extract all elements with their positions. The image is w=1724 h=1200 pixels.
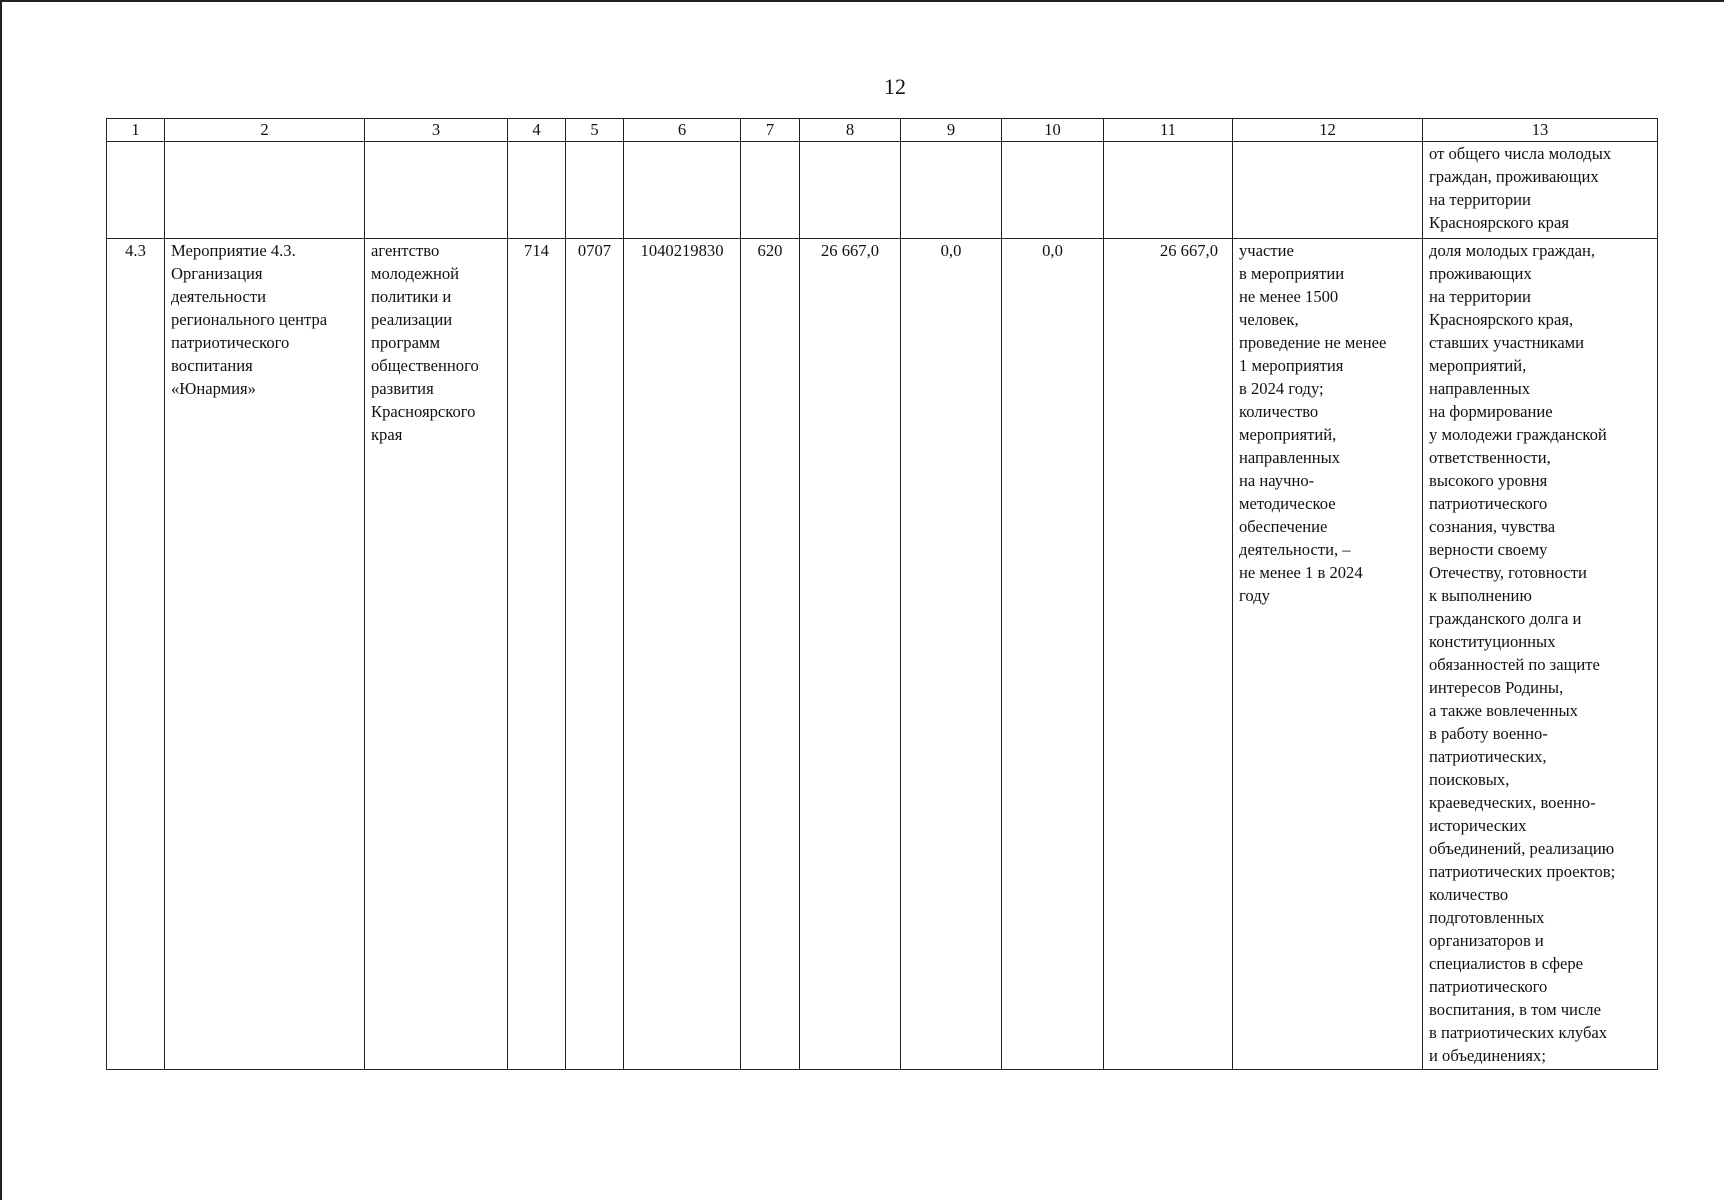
header-col-3: 3 bbox=[365, 119, 508, 142]
cont-cell-2 bbox=[165, 142, 365, 239]
text-line: граждан, проживающих bbox=[1429, 167, 1599, 186]
header-row bbox=[107, 119, 1658, 142]
text-line: обязанностей по защите bbox=[1429, 655, 1600, 674]
text-line: в патриотических клубах bbox=[1429, 1023, 1608, 1042]
text-line: «Юнармия» bbox=[171, 379, 256, 398]
text-line: мероприятий, bbox=[1239, 425, 1337, 444]
text-line: интересов Родины, bbox=[1429, 678, 1564, 697]
text-line: в мероприятии bbox=[1239, 264, 1345, 283]
text-line: у молодежи гражданской bbox=[1429, 425, 1607, 444]
text-line: проживающих bbox=[1429, 264, 1532, 283]
text-line: патриотического bbox=[171, 333, 290, 352]
text-line: сознания, чувства bbox=[1429, 517, 1556, 536]
text-line: 1 мероприятия bbox=[1239, 356, 1344, 375]
text-line: специалистов в сфере bbox=[1429, 954, 1584, 973]
text-line: а также вовлеченных bbox=[1429, 701, 1578, 720]
text-line: Отечеству, готовности bbox=[1429, 563, 1587, 582]
text-line: организаторов и bbox=[1429, 931, 1544, 950]
code-col-4: 714 bbox=[508, 239, 566, 1070]
expected-result bbox=[1233, 239, 1423, 1070]
text-line: в работу военно- bbox=[1429, 724, 1548, 743]
text-line: патриотического bbox=[1429, 977, 1548, 996]
text-line: человек, bbox=[1239, 310, 1299, 329]
cont-cell-12 bbox=[1233, 142, 1423, 239]
text-line: регионального центра bbox=[171, 310, 328, 329]
text-line: от общего числа молодых bbox=[1429, 144, 1612, 163]
text-line: методическое bbox=[1239, 494, 1336, 513]
text-line: и объединениях; bbox=[1429, 1046, 1546, 1065]
header-col-12: 12 bbox=[1233, 119, 1423, 142]
event-name bbox=[165, 239, 365, 1070]
amount-col-8: 26 667,0 bbox=[800, 239, 901, 1070]
text-line: развития bbox=[371, 379, 434, 398]
code-col-5: 0707 bbox=[566, 239, 624, 1070]
table-header bbox=[107, 119, 1658, 142]
text-line: воспитания bbox=[171, 356, 253, 375]
header-col-1: 1 bbox=[107, 119, 165, 142]
text-line: исторических bbox=[1429, 816, 1527, 835]
text-line: краеведческих, военно- bbox=[1429, 793, 1596, 812]
text-line: направленных bbox=[1429, 379, 1531, 398]
text-line: программ bbox=[371, 333, 440, 352]
text-line: объединений, реализацию bbox=[1429, 839, 1615, 858]
header-col-7: 7 bbox=[741, 119, 800, 142]
text-line: Красноярского bbox=[371, 402, 476, 421]
text-line: края bbox=[371, 425, 403, 444]
text-line: к выполнению bbox=[1429, 586, 1532, 605]
text-line: Организация bbox=[171, 264, 263, 283]
row-number: 4.3 bbox=[107, 239, 165, 1070]
text-line: деятельности, – bbox=[1239, 540, 1351, 559]
header-col-8: 8 bbox=[800, 119, 901, 142]
cont-cell-3 bbox=[365, 142, 508, 239]
continuation-row bbox=[107, 142, 1658, 239]
cont-cell-10 bbox=[1002, 142, 1104, 239]
text-line: патриотических, bbox=[1429, 747, 1547, 766]
text-line: патриотических проектов; bbox=[1429, 862, 1616, 881]
text-line: ответственности, bbox=[1429, 448, 1551, 467]
amount-col-9: 0,0 bbox=[901, 239, 1002, 1070]
cont-cell-4 bbox=[508, 142, 566, 239]
total-col-11: 26 667,0 bbox=[1104, 239, 1233, 1070]
text-line: ставших участниками bbox=[1429, 333, 1585, 352]
text-line: деятельности bbox=[171, 287, 266, 306]
cont-cell-1 bbox=[107, 142, 165, 239]
text-line: верности своему bbox=[1429, 540, 1548, 559]
text-line: гражданского долга и bbox=[1429, 609, 1582, 628]
text-line: доля молодых граждан, bbox=[1429, 241, 1596, 260]
header-col-2: 2 bbox=[165, 119, 365, 142]
cont-cell-7 bbox=[741, 142, 800, 239]
text-line: высокого уровня bbox=[1429, 471, 1548, 490]
text-line: патриотического bbox=[1429, 494, 1548, 513]
text-line: на территории bbox=[1429, 287, 1531, 306]
text-line: конституционных bbox=[1429, 632, 1556, 651]
text-line: в 2024 году; bbox=[1239, 379, 1324, 398]
text-line: количество bbox=[1239, 402, 1319, 421]
header-col-10: 10 bbox=[1002, 119, 1104, 142]
cont-cell-5 bbox=[566, 142, 624, 239]
target-indicator bbox=[1423, 239, 1658, 1070]
cont-cell-13 bbox=[1423, 142, 1658, 239]
page-number: 12 bbox=[884, 74, 906, 99]
text-line: реализации bbox=[371, 310, 453, 329]
text-line: политики и bbox=[371, 287, 452, 306]
budget-table bbox=[106, 118, 1658, 1070]
responsible-agency bbox=[365, 239, 508, 1070]
text-line: обеспечение bbox=[1239, 517, 1328, 536]
cont-cell-9 bbox=[901, 142, 1002, 239]
cont-cell-6 bbox=[624, 142, 741, 239]
header-col-4: 4 bbox=[508, 119, 566, 142]
text-line: проведение не менее bbox=[1239, 333, 1387, 352]
header-col-9: 9 bbox=[901, 119, 1002, 142]
text-line: Мероприятие 4.3. bbox=[171, 241, 296, 260]
text-line: на научно- bbox=[1239, 471, 1315, 490]
table-row-4-3 bbox=[107, 239, 1658, 1070]
header-col-5: 5 bbox=[566, 119, 624, 142]
cont-cell-8 bbox=[800, 142, 901, 239]
text-line: направленных bbox=[1239, 448, 1341, 467]
text-line: Красноярского края bbox=[1429, 213, 1569, 232]
header-col-13: 13 bbox=[1423, 119, 1658, 142]
text-line: на территории bbox=[1429, 190, 1531, 209]
text-line: общественного bbox=[371, 356, 479, 375]
code-col-6: 1040219830 bbox=[624, 239, 741, 1070]
text-line: количество bbox=[1429, 885, 1509, 904]
text-line: году bbox=[1239, 586, 1270, 605]
header-col-6: 6 bbox=[624, 119, 741, 142]
cont-cell-11 bbox=[1104, 142, 1233, 239]
text-line: подготовленных bbox=[1429, 908, 1545, 927]
header-col-11: 11 bbox=[1104, 119, 1233, 142]
text-line: не менее 1 в 2024 bbox=[1239, 563, 1363, 582]
text-line: мероприятий, bbox=[1429, 356, 1527, 375]
text-line: не менее 1500 bbox=[1239, 287, 1339, 306]
text-line: участие bbox=[1239, 241, 1294, 260]
text-line: на формирование bbox=[1429, 402, 1553, 421]
code-col-7: 620 bbox=[741, 239, 800, 1070]
text-line: агентство bbox=[371, 241, 440, 260]
text-line: Красноярского края, bbox=[1429, 310, 1574, 329]
text-line: молодежной bbox=[371, 264, 460, 283]
amount-col-10: 0,0 bbox=[1002, 239, 1104, 1070]
text-line: поисковых, bbox=[1429, 770, 1510, 789]
text-line: воспитания, в том числе bbox=[1429, 1000, 1601, 1019]
